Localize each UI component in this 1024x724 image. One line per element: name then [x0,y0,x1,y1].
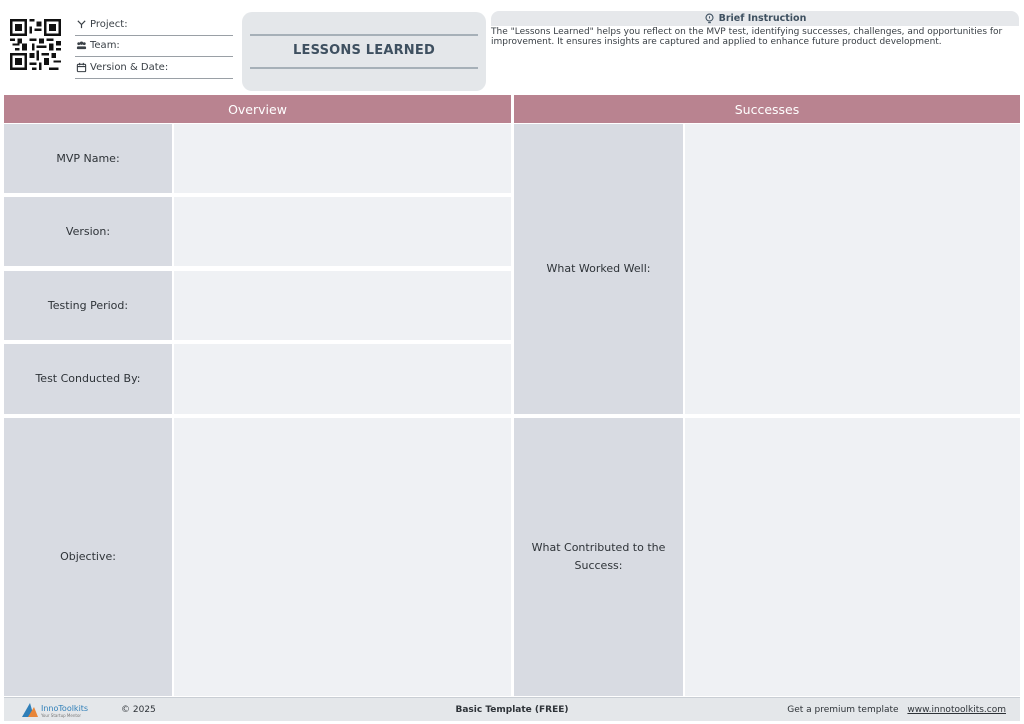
what-worked-well-input[interactable] [685,124,1020,414]
title-rule-bottom [250,67,478,69]
mvp-name-label: MVP Name: [4,124,172,193]
team-icon [75,40,87,52]
version-date-field[interactable] [75,57,233,79]
team-label: Team: [90,40,120,52]
svg-text:Your Startup Mentor: Your Startup Mentor [41,713,82,718]
qr-code [10,19,61,70]
objective-label: Objective: [4,418,172,696]
footer [4,697,1020,721]
what-contributed-input[interactable] [685,418,1020,696]
testing-period-label: Testing Period: [4,271,172,340]
instruction-text: The "Lessons Learned" helps you reflect on the MVP test, identifying successes, challenges, and opportunities for improvement. It ensures insights are captured and applied to enhance future product development. [491,27,1003,47]
test-conducted-by-label: Test Conducted By: [4,344,172,414]
test-conducted-by-input[interactable] [174,344,511,414]
team-field[interactable] [75,36,233,58]
promo-text: Get a premium template [787,705,899,715]
instruction-header [491,11,1019,26]
meta-fields [75,14,233,79]
mvp-name-input[interactable] [174,124,511,193]
version-label: Version: [4,197,172,266]
lightbulb-icon [704,13,715,24]
title-rule-top [250,34,478,36]
successes-header: Successes [514,95,1020,123]
website-link[interactable]: www.innotoolkits.com [907,705,1006,715]
overview-header: Overview [4,95,511,123]
project-field[interactable] [75,14,233,36]
title-box [242,12,486,91]
project-label: Project: [90,18,128,30]
version-input[interactable] [174,197,511,266]
instruction-title: Brief Instruction [718,13,807,24]
what-contributed-label: What Contributed to the Success: [514,418,683,696]
objective-input[interactable] [174,418,511,696]
what-worked-well-label: What Worked Well: [514,124,683,414]
project-icon [75,18,87,30]
testing-period-input[interactable] [174,271,511,340]
version-date-label: Version & Date: [90,61,169,73]
premium-promo [787,705,1006,715]
calendar-icon [75,61,87,73]
page-title: LESSONS LEARNED [293,43,435,58]
template-type: Basic Template (FREE) [455,705,569,715]
svg-text:InnoToolkits: InnoToolkits [41,704,89,713]
copyright: © 2025 [121,705,156,715]
